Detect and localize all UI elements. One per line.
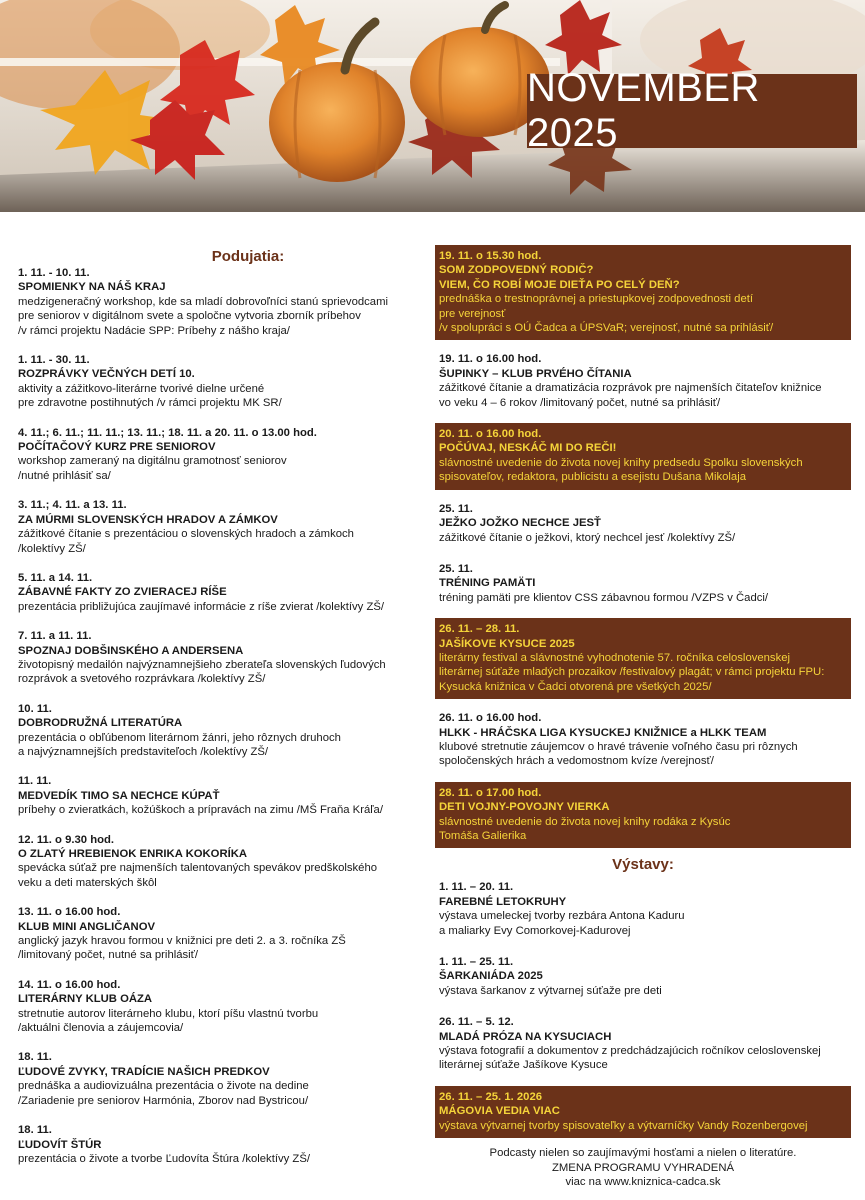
event-item <box>18 426 418 484</box>
event-item <box>435 1011 851 1078</box>
event-title: MÁGOVIA VEDIA VIAC <box>439 1105 560 1118</box>
event-date: 13. 11. o 16.00 hod. <box>18 906 121 919</box>
event-item <box>18 266 418 338</box>
event-item <box>435 876 851 943</box>
event-date: 12. 11. o 9.30 hod. <box>18 833 115 846</box>
event-description: klubové stretnutie záujemcov o hravé trávenie voľného času pri rôznych <box>439 740 798 753</box>
event-description: /v rámci projektu Nadácie SPP: Príbehy z nášho kraja/ <box>18 324 290 337</box>
event-title: SPOZNAJ DOBŠINSKÉHO A ANDERSENA <box>18 644 244 657</box>
event-title: POČÚVAJ, NESKÁČ MI DO REČI! <box>439 442 617 455</box>
event-item <box>18 353 418 411</box>
event-title: TRÉNING PAMÄTI <box>439 577 536 590</box>
event-date: 20. 11. o 16.00 hod. <box>439 428 542 441</box>
events-list <box>18 266 418 1166</box>
event-title: ŠARKANIÁDA 2025 <box>439 970 543 983</box>
event-date: 19. 11. o 15.30 hod. <box>439 250 542 262</box>
event-description: Kysucká knižnica v Čadci otvorená pre všetkých 2025/ <box>439 680 712 693</box>
event-description: zážitkové čítanie a dramatizácia rozprávok pre najmenších čitateľov knižnice <box>439 382 822 395</box>
event-date: 3. 11.; 4. 11. a 13. 11. <box>18 499 127 512</box>
event-title: ROZPRÁVKY VEČNÝCH DETÍ 10. <box>18 368 195 381</box>
events-column <box>18 248 418 1181</box>
event-date: 14. 11. o 16.00 hod. <box>18 978 121 991</box>
event-date: 28. 11. o 17.00 hod. <box>439 786 542 799</box>
exhibitions-list <box>435 876 851 1138</box>
footer-line: Podcasty nielen so zaujímavými hosťami a nielen o literatúre. <box>489 1147 797 1160</box>
event-date: 11. 11. <box>18 775 52 788</box>
event-description: spevácka súťaž pre najmenších talentovaných spevákov predškolského <box>18 862 378 875</box>
event-date: 1. 11. – 20. 11. <box>439 881 514 894</box>
event-title: FAREBNÉ LETOKRUHY <box>439 895 567 908</box>
event-item <box>18 905 418 963</box>
event-title: LITERÁRNY KLUB OÁZA <box>18 993 153 1006</box>
event-description: pre zdravotne postihnutých /v rámci projektu MK SR/ <box>18 397 282 410</box>
event-description: výstava šarkanov z výtvarnej súťaže pre deti <box>439 984 662 997</box>
event-date: 26. 11. – 5. 12. <box>439 1016 514 1029</box>
highlighted-event <box>435 618 851 699</box>
event-item <box>435 707 851 774</box>
event-description: vo veku 4 – 6 rokov /limitovaný počet, nutné sa prihlásiť/ <box>439 396 721 409</box>
event-description: /aktuálni členovia a záujemcovia/ <box>18 1022 184 1035</box>
event-date: 26. 11. o 16.00 hod. <box>439 712 542 725</box>
event-description: výstava výtvarnej tvorby spisovateľky a výtvarníčky Vandy Rozenbergovej <box>439 1119 808 1132</box>
event-date: 1. 11. - 30. 11. <box>18 354 90 367</box>
event-date: 18. 11. <box>18 1124 52 1137</box>
event-title: SOM ZODPOVEDNÝ RODIČ? <box>439 264 594 277</box>
event-title: HLKK - HRÁČSKA LIGA KYSUCKEJ KNIŽNICE a HLKK TEAM <box>439 726 767 739</box>
event-description: príbehy o zvieratkách, kožúškoch a prípravách na zimu /MŠ Fraňa Kráľa/ <box>18 804 383 817</box>
event-description: výstava fotografií a dokumentov z predchádzajúcich ročníkov celoslovenskej <box>439 1045 821 1058</box>
highlighted-event <box>435 245 851 340</box>
event-description: a maliarky Evy Comorkovej-Kadurovej <box>439 924 631 937</box>
event-description: literárny festival a slávnostné vyhodnotenie 57. ročníka celoslovenskej <box>439 651 791 664</box>
event-date: 7. 11. a 11. 11. <box>18 630 92 643</box>
event-title: O ZLATÝ HREBIENOK ENRIKA KOKORÍKA <box>18 848 248 860</box>
event-description: slávnostné uvedenie do života novej knihy predsedu Spolku slovenských <box>439 456 803 469</box>
event-title: DETI VOJNY-POVOJNY VIERKA <box>439 801 610 814</box>
header-banner <box>0 0 865 212</box>
event-description: pre verejnosť <box>439 307 506 320</box>
event-item <box>18 702 418 760</box>
highlighted-event <box>435 782 851 849</box>
event-date: 5. 11. a 14. 11. <box>18 571 93 584</box>
event-date: 4. 11.; 6. 11.; 11. 11.; 13. 11.; 18. 11. a 20. 11. o 13.00 hod. <box>18 426 317 439</box>
event-date: 1. 11. – 25. 11. <box>439 956 514 969</box>
event-title: JAŠÍKOVE KYSUCE 2025 <box>439 637 575 650</box>
event-description: spisovateľov, redaktora, publicistu a esejistu Dušana Mikolaja <box>439 471 747 484</box>
event-date: 26. 11. – 25. 1. 2026 <box>439 1090 543 1103</box>
event-description: stretnutie autorov literárneho klubu, ktorí píšu vlastnú tvorbu <box>18 1007 319 1020</box>
event-description: /limitovaný počet, nutné sa prihlásiť/ <box>18 949 199 962</box>
event-title: MLADÁ PRÓZA NA KYSUCIACH <box>439 1030 612 1043</box>
event-description: slávnostné uvedenie do života novej knihy rodáka z Kysúc <box>439 815 731 828</box>
event-description: /v spolupráci s OÚ Čadca a ÚPSVaR; verejnosť, nutné sa prihlásiť/ <box>439 322 774 335</box>
event-description: prednáška o trestnoprávnej a priestupkovej zodpovednosti detí <box>439 293 754 306</box>
month-title: NOVEMBER 2025 <box>527 66 760 155</box>
event-description: /kolektívy ZŠ/ <box>18 542 86 555</box>
event-description: pre seniorov v digitálnom svete a spoločne vytvoria zborník príbehov <box>18 310 361 323</box>
month-title-box <box>527 66 857 155</box>
event-description: spoločenských hrách a vedomostnom kvíze /verejnosť/ <box>439 755 714 768</box>
event-date: 26. 11. – 28. 11. <box>439 623 520 636</box>
event-description: literárnej súťaže Jašíkove Kysuce <box>439 1059 608 1072</box>
event-item <box>18 774 418 817</box>
event-description: a najvýznamnejších predstaviteľoch /kolektívy ZŠ/ <box>18 745 269 758</box>
event-item <box>435 498 851 550</box>
events-heading: Podujatia: <box>211 248 285 265</box>
event-description: workshop zameraný na digitálnu gramotnosť seniorov <box>18 455 287 468</box>
event-date: 10. 11. <box>18 702 52 715</box>
event-description: /nutné prihlásiť sa/ <box>18 469 111 482</box>
right-column <box>435 245 851 1189</box>
event-description: prezentácia približujúca zaujímavé informácie z ríše zvierat /kolektívy ZŠ/ <box>18 600 385 613</box>
event-description: rozprávok a svetového rozprávkara /kolektívy ZŠ/ <box>18 673 266 686</box>
event-title: ĽUDOVÍT ŠTÚR <box>18 1138 102 1151</box>
event-description: tréning pamäti pre klientov CSS zábavnou formou /VZPS v Čadci/ <box>439 591 769 604</box>
event-description: anglický jazyk hravou formou v knižnici pre deti 2. a 3. ročníka ZŠ <box>18 935 346 948</box>
event-item <box>18 629 418 687</box>
event-item <box>435 348 851 415</box>
event-title: DOBRODRUŽNÁ LITERATÚRA <box>18 717 183 730</box>
event-description: prednáška a audiovizuálna prezentácia o živote na dedine <box>18 1080 309 1093</box>
event-item <box>18 833 418 891</box>
footer-line: ZMENA PROGRAMU VYHRADENÁ <box>551 1161 735 1174</box>
event-description: veku a deti materských škôl <box>18 876 157 889</box>
event-item <box>18 978 418 1036</box>
footer-line: viac na www.kniznica-cadca.sk <box>565 1175 721 1188</box>
event-item <box>435 951 851 1003</box>
event-description: Tomáša Galierika <box>439 830 527 842</box>
event-item <box>18 571 418 614</box>
event-title: ĽUDOVÉ ZVYKY, TRADÍCIE NAŠICH PREDKOV <box>18 1065 270 1078</box>
footer-note <box>435 1146 851 1189</box>
event-title: SPOMIENKY NA NÁŠ KRAJ <box>18 281 166 294</box>
event-title: VIEM, ČO ROBÍ MOJE DIEŤA PO CELÝ DEŇ? <box>439 278 680 291</box>
event-item <box>18 498 418 556</box>
event-description: aktivity a zážitkovo-literárne tvorivé dielne určené <box>18 382 265 395</box>
highlighted-event <box>435 423 851 490</box>
event-item <box>435 558 851 610</box>
event-description: prezentácia o živote a tvorbe Ľudovíta Štúra /kolektívy ZŠ/ <box>18 1152 310 1165</box>
event-title: ŠUPINKY – KLUB PRVÉHO ČÍTANIA <box>439 367 632 380</box>
exhibitions-heading: Výstavy: <box>612 856 674 874</box>
event-description: prezentácia o obľúbenom literárnom žánri, jeho rôznych druhoch <box>18 731 341 744</box>
event-title: ZÁBAVNÉ FAKTY ZO ZVIERACEJ RÍŠE <box>18 586 227 599</box>
event-date: 19. 11. o 16.00 hod. <box>439 353 542 366</box>
event-item <box>18 1123 418 1166</box>
event-date: 25. 11. <box>439 562 473 575</box>
events-list-continued <box>435 245 851 848</box>
event-date: 18. 11. <box>18 1051 52 1064</box>
event-date: 1. 11. - 10. 11. <box>18 267 90 279</box>
highlighted-event <box>435 1086 851 1138</box>
event-description: medzigeneračný workshop, kde sa mladí dobrovoľníci stanú sprievodcami <box>18 295 389 308</box>
event-description: životopisný medailón najvýznamnejšieho zberateľa slovenských ľudových <box>18 658 386 671</box>
event-description: /Zariadenie pre seniorov Harmónia, Zborov nad Bystricou/ <box>18 1094 309 1107</box>
event-title: POČÍTAČOVÝ KURZ PRE SENIOROV <box>18 441 216 454</box>
event-title: MEDVEDÍK TIMO SA NECHCE KÚPAŤ <box>18 789 220 802</box>
event-description: výstava umeleckej tvorby rezbára Antona Kaduru <box>439 910 685 923</box>
event-date: 25. 11. <box>439 502 473 515</box>
event-description: zážitkové čítanie o ježkovi, ktorý nechcel jesť /kolektívy ZŠ/ <box>439 531 736 544</box>
event-title: JEŽKO JOŽKO NECHCE JESŤ <box>439 517 601 530</box>
event-description: literárnej súťaže mladých prozaikov /festivalový plagát; v rámci projektu FPU: <box>439 666 825 679</box>
event-description: zážitkové čítanie s prezentáciou o slovenských hradoch a zámkoch <box>18 528 354 541</box>
event-title: KLUB MINI ANGLIČANOV <box>18 920 156 933</box>
event-item <box>18 1050 418 1108</box>
event-title: ZA MÚRMI SLOVENSKÝCH HRADOV A ZÁMKOV <box>18 513 278 526</box>
